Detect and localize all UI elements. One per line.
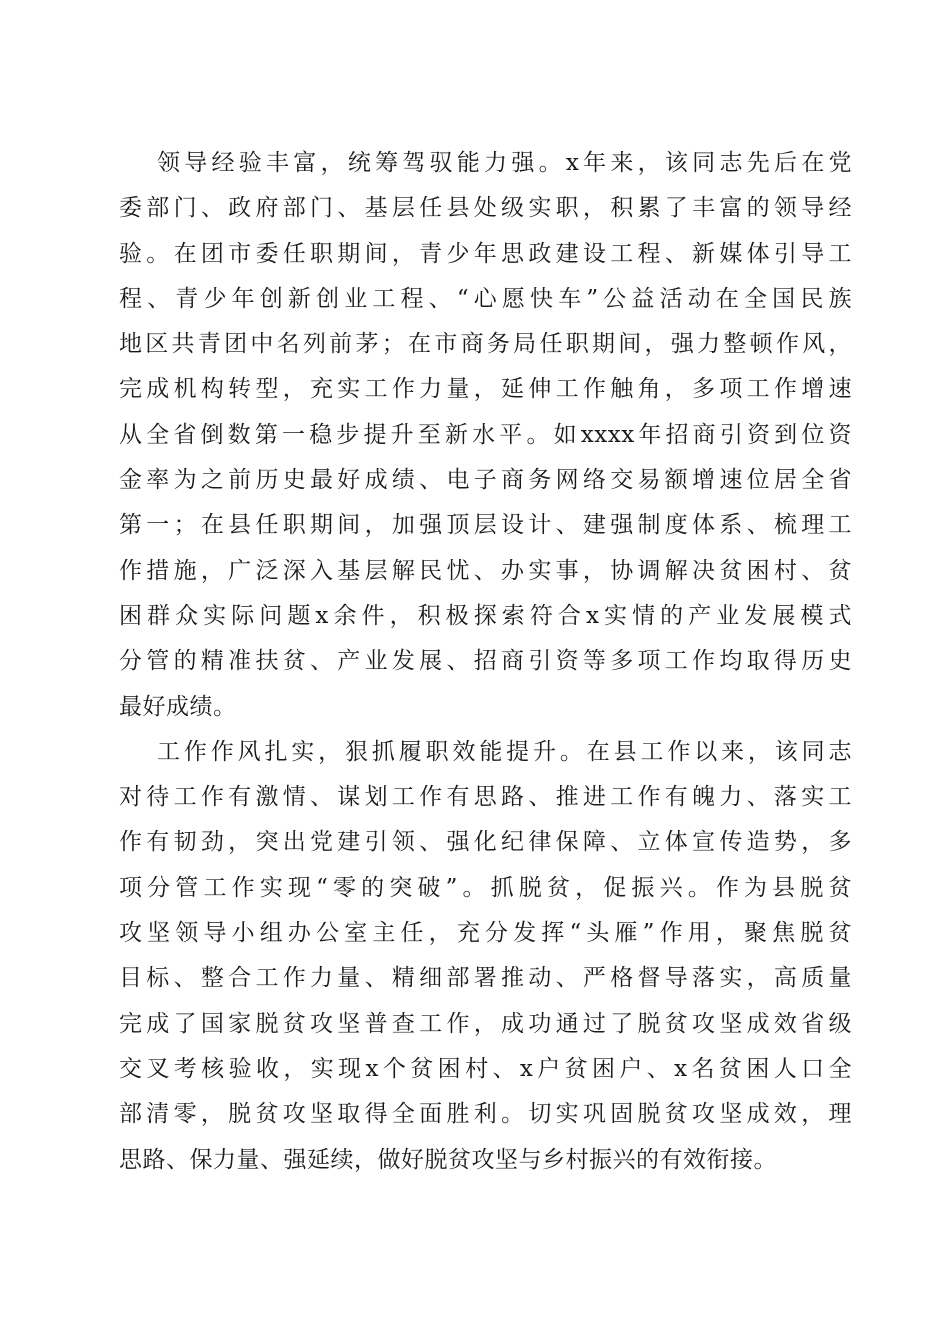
paragraph-line: 从全省倒数第一稳步提升至新水平。如xxxx年招商引资到位资 [119, 421, 852, 448]
paragraph-line: 攻坚领导小组办公室主任，充分发挥“头雁”作用，聚焦脱贫 [119, 920, 852, 947]
paragraph-line: 验。在团市委任职期间，青少年思政建设工程、新媒体引导工 [119, 240, 852, 267]
paragraph-line: 分管的精准扶贫、产业发展、招商引资等多项工作均取得历史 [119, 648, 852, 675]
paragraph-line: 困群众实际问题x余件，积极探索符合x实情的产业发展模式 [119, 602, 852, 629]
paragraph-leadership-experience [119, 141, 852, 730]
paragraph-work-style [119, 730, 852, 1183]
paragraph-line: 项分管工作实现“零的突破”。抓脱贫，促振兴。作为县脱贫 [119, 874, 852, 901]
paragraph-line: 领导经验丰富，统筹驾驭能力强。x年来，该同志先后在党 [157, 150, 852, 176]
paragraph-line: 委部门、政府部门、基层任县处级实职，积累了丰富的领导经 [119, 195, 852, 222]
paragraph-line: 作措施，广泛深入基层解民忧、办实事，协调解决贫困村、贫 [119, 557, 852, 584]
paragraph-line: 第一；在县任职期间，加强顶层设计、建强制度体系、梳理工 [119, 512, 852, 539]
paragraph-line: 工作作风扎实，狠抓履职效能提升。在县工作以来，该同志 [157, 738, 852, 765]
paragraph-line: 完成了国家脱贫攻坚普查工作，成功通过了脱贫攻坚成效省级 [119, 1010, 852, 1037]
paragraph-line: 交叉考核验收，实现x个贫困村、x户贫困户、x名贫困人口全 [119, 1055, 852, 1082]
paragraph-line: 完成机构转型，充实工作力量，延伸工作触角，多项工作增速 [119, 376, 852, 403]
paragraph-line: 对待工作有激情、谋划工作有思路、推进工作有魄力、落实工 [119, 784, 852, 811]
paragraph-line: 部清零，脱贫攻坚取得全面胜利。切实巩固脱贫攻坚成效，理 [119, 1101, 852, 1128]
paragraph-line: 目标、整合工作力量、精细部署推动、严格督导落实，高质量 [119, 965, 852, 992]
paragraph-line: 最好成绩。 [119, 693, 237, 720]
document-body [119, 141, 852, 1183]
paragraph-line: 地区共青团中名列前茅；在市商务局任职期间，强力整顿作风， [119, 331, 852, 358]
paragraph-line: 思路、保力量、强延续，做好脱贫攻坚与乡村振兴的有效衔接。 [119, 1146, 777, 1173]
paragraph-line: 程、青少年创新创业工程、“心愿快车”公益活动在全国民族 [119, 285, 852, 312]
paragraph-line: 金率为之前历史最好成绩、电子商务网络交易额增速位居全省 [119, 467, 852, 494]
paragraph-line: 作有韧劲，突出党建引领、强化纪律保障、立体宣传造势，多 [119, 829, 852, 856]
